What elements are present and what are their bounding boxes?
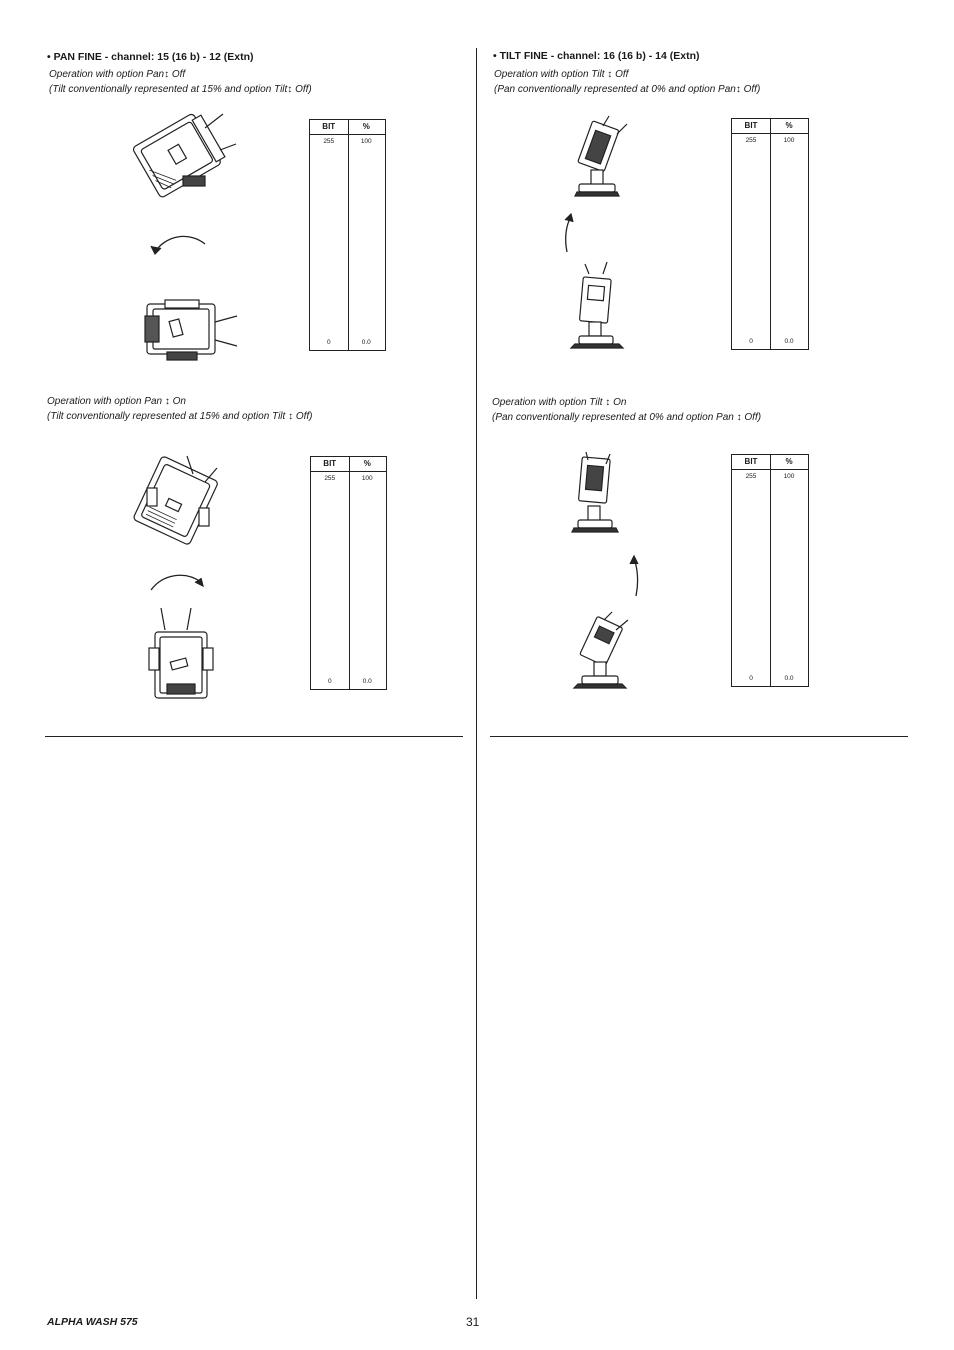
tilt-on-caption-line1: Operation with option Tilt ↕ On	[492, 397, 627, 408]
footer-product-name: ALPHA WASH 575	[47, 1316, 138, 1328]
bit-max-value: 255	[323, 138, 335, 145]
tilt-on-fixture-diagram	[560, 448, 650, 694]
pan-off-fixture-diagram	[125, 110, 245, 368]
pan-off-caption-line2: (Tilt conventionally represented at 15% and option Tilt↕ Off)	[49, 84, 312, 95]
percent-min-value: 0.0	[361, 339, 371, 346]
tilt-on-caption-line2: (Pan conventionally represented at 0% and option Pan ↕ Off)	[492, 412, 762, 423]
tilt-on-dmx-table	[731, 454, 809, 687]
percent-max-value: 100	[783, 473, 795, 480]
bit-min-value: 0	[326, 339, 331, 346]
bit-column-header: BIT	[322, 122, 336, 131]
pan-off-caption-line1: Operation with option Pan↕ Off	[49, 69, 186, 80]
pan-on-caption	[47, 394, 313, 424]
bit-column-header: BIT	[323, 459, 337, 468]
tilt-on-caption	[492, 395, 761, 425]
column-separator	[476, 48, 477, 1299]
percent-min-value: 0.0	[784, 338, 794, 345]
pan-on-fixture-diagram	[125, 450, 235, 702]
bit-min-value: 0	[749, 675, 753, 682]
tilt-off-fixture-diagram	[555, 108, 635, 354]
percent-max-value: 100	[361, 475, 373, 482]
dmx-table-header	[732, 455, 808, 470]
left-column-divider	[45, 736, 463, 737]
pan-off-caption	[49, 67, 312, 97]
pan-on-caption-line1: Operation with option Pan ↕ On	[47, 396, 186, 407]
percent-column-header: %	[363, 459, 371, 468]
bit-min-value: 0	[327, 678, 332, 685]
percent-column-header: %	[785, 121, 793, 130]
bit-min-value: 0	[749, 338, 753, 345]
pan-on-caption-line2: (Tilt conventionally represented at 15% and option Tilt ↕ Off)	[47, 411, 313, 422]
bit-column-header: BIT	[744, 121, 758, 130]
tilt-off-dmx-table	[731, 118, 809, 350]
page-number: 31	[466, 1315, 480, 1329]
pan-on-dmx-table	[310, 456, 387, 690]
pan-fine-heading: • PAN FINE - channel: 15 (16 b) - 12 (Extn)	[47, 51, 254, 63]
bit-max-value: 255	[745, 137, 757, 144]
percent-min-value: 0.0	[784, 675, 794, 682]
percent-column-header: %	[785, 457, 793, 466]
pan-off-dmx-table	[309, 119, 386, 351]
bit-max-value: 255	[745, 473, 757, 480]
tilt-off-caption-line2: (Pan conventionally represented at 0% and option Pan↕ Off)	[494, 84, 761, 95]
percent-max-value: 100	[783, 137, 795, 144]
right-column-divider	[490, 736, 908, 737]
percent-max-value: 100	[360, 138, 372, 145]
tilt-fine-heading: • TILT FINE - channel: 16 (16 b) - 14 (Extn)	[493, 50, 700, 62]
bit-max-value: 255	[324, 475, 336, 482]
percent-min-value: 0.0	[362, 678, 372, 685]
percent-column-header: %	[362, 122, 370, 131]
dmx-table-header	[732, 119, 808, 134]
tilt-off-caption	[494, 67, 760, 97]
dmx-table-header	[311, 457, 386, 472]
bit-column-header: BIT	[744, 457, 758, 466]
tilt-off-caption-line1: Operation with option Tilt ↕ Off	[494, 69, 629, 80]
dmx-table-header	[310, 120, 385, 135]
